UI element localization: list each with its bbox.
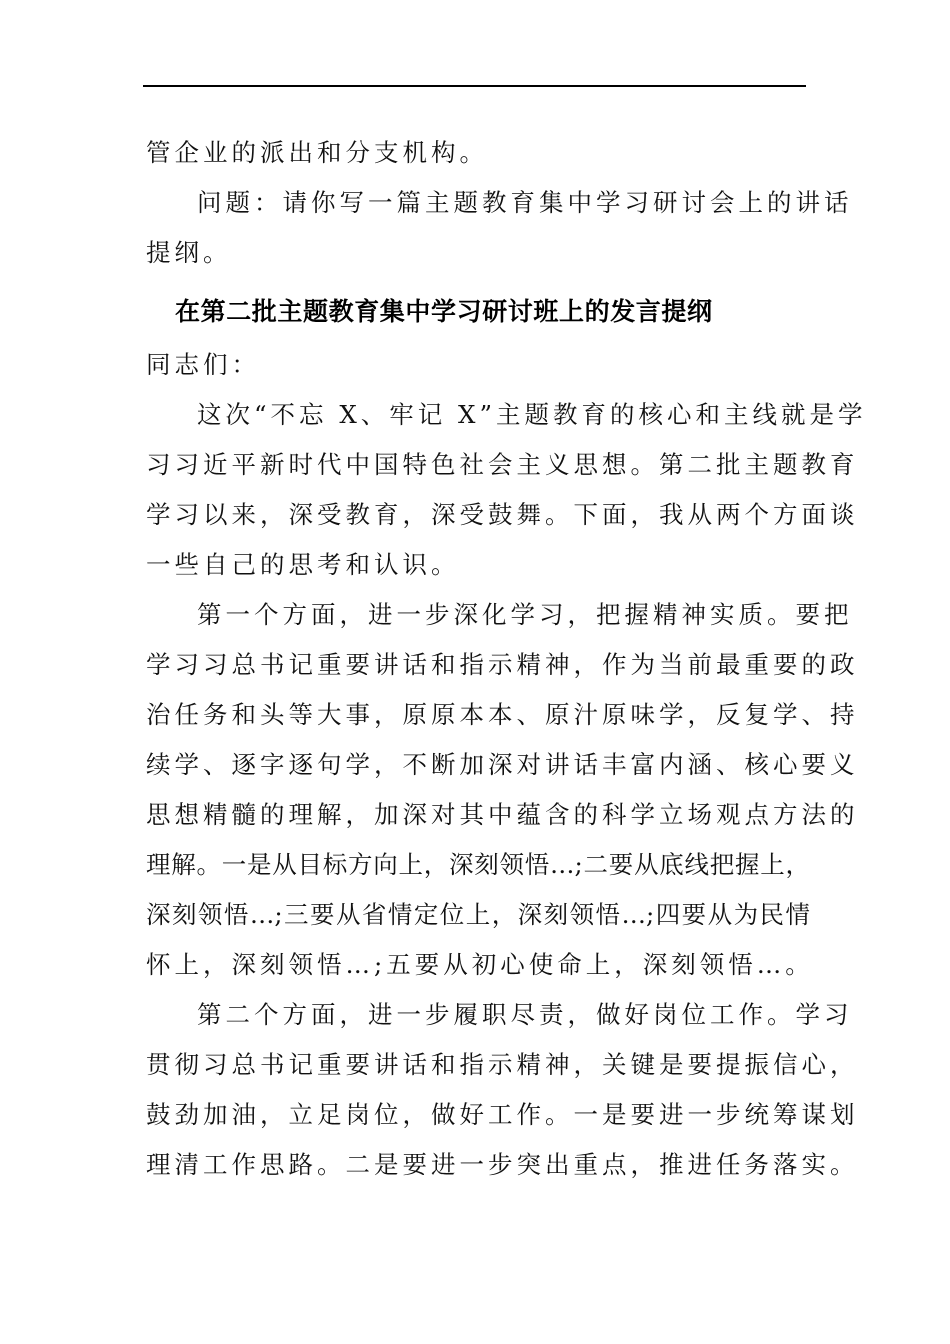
- body-line: 习习近平新时代中国特色社会主义思想。第二批主题教育: [146, 450, 859, 479]
- body-line: 贯彻习总书记重要讲话和指示精神，关键是要提振信心，: [146, 1050, 859, 1079]
- salutation: 同志们：: [146, 350, 260, 379]
- header-rule: [143, 85, 806, 87]
- body-line: 续学、逐字逐句学，不断加深对讲话丰富内涵、核心要义: [146, 750, 859, 779]
- body-line: 思想精髓的理解，加深对其中蕴含的科学立场观点方法的: [146, 800, 859, 829]
- body-line: 鼓劲加油，立足岗位，做好工作。一是要进一步统筹谋划: [146, 1100, 859, 1129]
- body-line: 学习习总书记重要讲话和指示精神，作为当前最重要的政: [146, 650, 859, 679]
- body-line: 学习以来，深受教育，深受鼓舞。下面，我从两个方面谈: [146, 500, 859, 529]
- body-line: 理清工作思路。二是要进一步突出重点，推进任务落实。: [146, 1150, 859, 1179]
- document-title: 在第二批主题教育集中学习研讨班上的发言提纲: [175, 297, 713, 326]
- document-body: [146, 128, 867, 1190]
- body-line: 第二个方面，进一步履职尽责，做好岗位工作。学习: [197, 1000, 853, 1029]
- body-line: 治任务和头等大事，原原本本、原汁原味学，反复学、持: [146, 700, 859, 729]
- body-line: 怀上，深刻领悟…;五要从初心使命上，深刻领悟…。: [146, 950, 814, 979]
- body-line: 一些自己的思考和认识。: [146, 550, 460, 579]
- body-line: 提纲。: [146, 238, 232, 267]
- body-line: 第一个方面，进一步深化学习，把握精神实质。要把: [197, 600, 853, 629]
- body-line: 理解。一是从目标方向上，深刻领悟…;二要从底线把握上，: [146, 850, 810, 879]
- body-line: 深刻领悟…;三要从省情定位上，深刻领悟…;四要从为民情: [146, 900, 810, 929]
- body-line: 管企业的派出和分支机构。: [146, 138, 488, 167]
- body-line: 问题：请你写一篇主题教育集中学习研讨会上的讲话: [197, 188, 853, 217]
- body-line: 这次“不忘 X、牢记 X”主题教育的核心和主线就是学: [197, 400, 867, 429]
